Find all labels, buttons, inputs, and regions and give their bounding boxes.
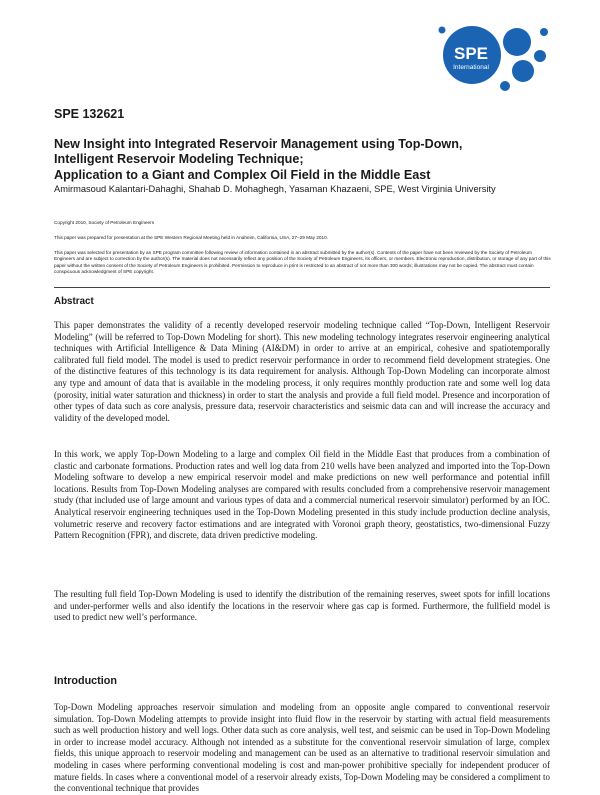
permission-notice: This paper was selected for presentation by an SPE program committee following review of information contained in an abstract submitted by the author(s). Contents of the paper have not been reviewed by the Society of Petroleum Engineers and are subject to correction by the author(s). The material does not necessarily reflect any position of the Society of Petroleum Engineers, its officers, or members. Electronic reproduction, distribution, or storage of any part of this paper without the written consent of the Society of Petroleum Engineers is prohibited. Permission to reproduce in print is restricted to an abstract of not more than 300 words; illustrations may not be copied. The abstract must contain conspicuous acknowledgment of SPE copyright. <box>54 250 551 274</box>
abstract-heading: Abstract <box>54 296 94 307</box>
abstract-paragraph: This paper demonstrates the validity of a recently developed reservoir modeling technique called “Top-Down, Intelligent Reservoir Modeling” (will be referred to Top-Down Modeling for short). This new modeling technology integrates reservoir engineering analytical techniques with Artificial Intelligence & Data Mining (AI&DM) in order to arrive at an empirical, cohesive and spatiotemporally calibrated full field model. The model is used to predict reservoir performance in order to recommend field development strategies. One of the distinctive features of this technology is its data requirement for analysis. Although Top-Down Modeling can incorporate almost any type and amount of data that is available in the modeling process, it only requires monthly production rate and some well log data (porosity, initial water saturation and thickness) in order to start the analysis and provide a full field model. Presence and incorporation of other types of data such as core analysis, pressure data, reservoir characteristics and seismic data can and will increase the accuracy and validity of the developed model. <box>54 320 550 423</box>
author-line: Amirmasoud Kalantari-Dahaghi, Shahab D. Mohaghegh, Yasaman Khazaeni, SPE, West Virginia University <box>54 184 496 194</box>
introduction-paragraph: Top-Down Modeling approaches reservoir simulation and modeling from an opposite angle compared to conventional reservoir simulation. Top-Down Modeling attempts to provide insight into fluid flow in the reservoir by starting with actual field measurements such as well production history and well logs. Other data such as core analysis, well test, and seismic can be used in Top-Down Modeling in order to increase model accuracy. Although not intended as a substitute for the conventional reservoir simulation of large, complex fields, this unique approach to reservoir modeling and management can be used as an alternative to traditional reservoir simulation and modeling in cases where performing conventional modeling is cost and man-power prohibitive specially for independent producer of mature fields. In cases where a conventional model of a reservoir already exists, Top-Down Modeling may be considered a compliment to the conventional technique that provides <box>54 702 550 794</box>
copyright-notice: Copyright 2010, Society of Petroleum Engineers <box>54 220 155 225</box>
presentation-notice: This paper was prepared for presentation at the SPE Western Regional Meeting held in Anaheim, California, USA, 27–29 May 2010. <box>54 235 329 240</box>
abstract-paragraph: The resulting full field Top-Down Modeling is used to identify the distribution of the remaining reserves, sweet spots for infill locations and under-performer wells and also identify the locations in the reservoir where gas cap is formed. Furthermore, the fullfield model is used to predict new well’s performance. <box>54 589 550 623</box>
title-line: Intelligent Reservoir Modeling Technique; <box>54 152 304 167</box>
title-line: Application to a Giant and Complex Oil Field in the Middle East <box>54 167 431 182</box>
paper-title <box>54 137 574 183</box>
section-divider <box>54 287 550 288</box>
title-line: New Insight into Integrated Reservoir Management using Top-Down, <box>54 137 463 151</box>
abstract-paragraph: In this work, we apply Top-Down Modeling to a large and complex Oil field in the Middle East that produces from a combination of clastic and carbonate formations. Production rates and well log data from 210 wells have been analyzed and imported into the Top-Down Modeling software to develop a new empirical reservoir model and make predictions on new well performance and potential infill locations. Results from Top-Down Modeling analyses are compared with results concluded from a comprehensive reservoir management study (that included use of large amount and various types of data and a commercial numerical reservoir simulator) performed by an IOC. Analytical reservoir engineering techniques used in the Top-Down Modeling presented in this study include production decline analysis, volumetric reserve and recovery factor estimations and are integrated with Voronoi graph theory, geostatistics, two-dimensional Fuzzy Pattern Recognition (FPR), and discrete, data driven predictive modeling. <box>54 449 550 541</box>
paper-number: SPE 132621 <box>54 107 125 121</box>
spe-logo-subtitle: International <box>453 64 489 71</box>
introduction-heading: Introduction <box>54 675 117 687</box>
spe-international-logo <box>420 12 556 96</box>
spe-logo-wordmark: SPE <box>453 44 489 63</box>
